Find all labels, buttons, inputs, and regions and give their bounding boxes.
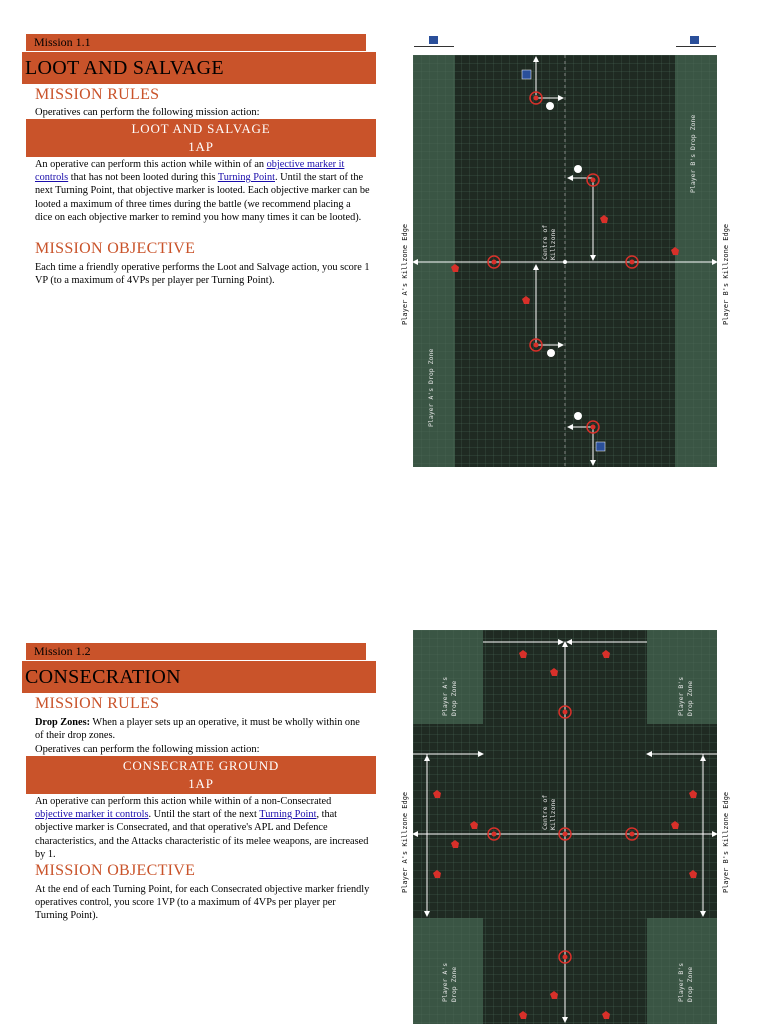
player-a-drop-zone-label: Player A's Drop Zone xyxy=(441,676,458,716)
mission-2-map xyxy=(413,630,717,1024)
mission-1-objective-text: Each time a friendly operative performs the Loot and Salvage action, you score 1 VP (to a maximum of 4VPs per player per Turning Point). xyxy=(35,262,370,287)
mission-2-action-body xyxy=(35,795,370,861)
mission-2-title: CONSECRATION xyxy=(22,661,376,693)
mission-1-label: Mission 1.1 xyxy=(26,34,366,51)
player-a-edge-label: Player A's Killzone Edge xyxy=(401,223,409,325)
objective-marker-link[interactable]: objective marker it controls xyxy=(35,159,345,184)
mission-2-drop-zones xyxy=(35,716,370,742)
player-a-drop-zone-label: Player A's Drop Zone xyxy=(441,962,458,1002)
centre-of-killzone-label: Centre of Killzone xyxy=(541,794,557,830)
body-text-mid: that has not been looted during this xyxy=(68,172,218,184)
body-text-pre: An operative can perform this action while within of a non-Consecrated xyxy=(35,796,332,807)
token-icon xyxy=(574,165,582,173)
body-text-pre: An operative can perform this action while within of an xyxy=(35,159,267,170)
player-b-drop-zone-label: Player B's Drop Zone xyxy=(677,962,694,1002)
mission-2-action-name: CONSECRATE GROUND xyxy=(122,758,280,773)
centre-of-killzone-label: Centre of Killzone xyxy=(541,224,557,260)
mission-2-action-box xyxy=(26,756,376,794)
player-token-icon xyxy=(522,70,531,79)
token-icon xyxy=(546,102,554,110)
mission-2-intro: Operatives can perform the following mission action: xyxy=(35,744,260,755)
mission-1-action-box xyxy=(26,119,376,157)
player-b-drop-zone-label: Player B's Drop Zone xyxy=(689,114,697,193)
mission-1-map-svg xyxy=(413,55,717,467)
mission-2-action-cost: 1AP xyxy=(188,776,214,791)
player-a-drop-zone-label: Player A's Drop Zone xyxy=(427,348,435,427)
mission-1-intro: Operatives can perform the following mission action: xyxy=(35,107,260,118)
mission-1-rules-heading: MISSION RULES xyxy=(35,86,160,103)
token-icon xyxy=(574,412,582,420)
mission-1-objective-heading: MISSION OBJECTIVE xyxy=(35,240,196,257)
player-a-edge-label: Player A's Killzone Edge xyxy=(401,791,409,893)
mission-1-action-body xyxy=(35,158,370,224)
body-text-post: , that objective marker is Consecrated, and that operative's APL and Defence characteristics, and the Attacks characteristic of its melee weapons, are increased by 1. xyxy=(35,809,369,860)
player-b-edge-label: Player B's Killzone Edge xyxy=(722,791,730,893)
player-b-edge-label: Player B's Killzone Edge xyxy=(722,223,730,325)
mission-2-objective-heading: MISSION OBJECTIVE xyxy=(35,862,196,879)
player-b-drop-zone-label: Player B's Drop Zone xyxy=(677,676,694,716)
body-text-mid: . Until the start of the next xyxy=(148,809,260,821)
turning-point-link[interactable]: Turning Point xyxy=(217,172,275,184)
drop-zone-width-indicator xyxy=(676,46,716,47)
drop-zone-width-indicator xyxy=(414,46,454,47)
mission-2-objective-text: At the end of each Turning Point, for each Consecrated objective marker friendly operatives control, you score 1VP (to a maximum of 4VPs per player per Turning Point). xyxy=(35,884,370,922)
player-token-icon xyxy=(596,442,605,451)
mission-1-action-name: LOOT AND SALVAGE xyxy=(131,121,271,136)
body-text-post: . Until the start of the next Turning Point, that objective marker is looted. Each objective marker can be looted a maximum of three times during the battle (we recommend placing a dice on each objective marker to remind you how many times it can be looted). xyxy=(35,172,370,223)
mission-1-action-cost: 1AP xyxy=(188,139,214,154)
mission-2-rules-heading: MISSION RULES xyxy=(35,695,160,712)
token-icon xyxy=(547,349,555,357)
drop-zones-bold-label: Drop Zones: xyxy=(35,717,91,728)
drop-zones-text: When a player sets up an operative, it must be wholly within one of their drop zones. xyxy=(35,717,360,742)
turning-point-link[interactable]: Turning Point xyxy=(259,809,317,821)
player-token-icon xyxy=(429,36,438,44)
mission-2-label: Mission 1.2 xyxy=(26,643,366,660)
player-token-icon xyxy=(690,36,699,44)
mission-1-map xyxy=(413,55,717,467)
mission-1-title: LOOT AND SALVAGE xyxy=(22,52,376,84)
objective-marker-link[interactable]: objective marker it controls xyxy=(35,809,149,821)
